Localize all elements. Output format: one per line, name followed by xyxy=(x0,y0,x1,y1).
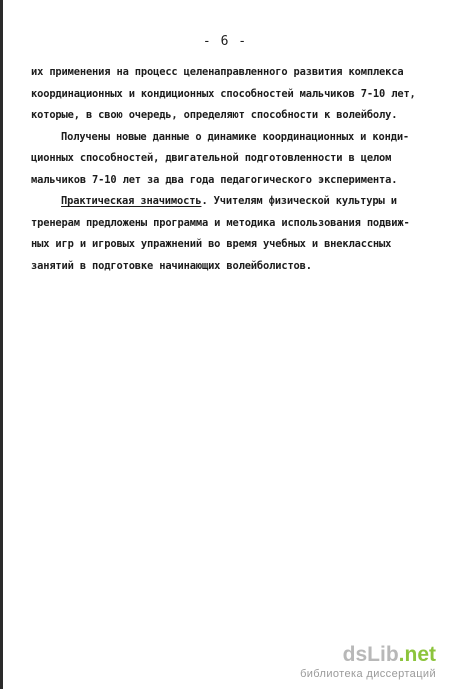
text-line-8: тренерам предложены программа и методика использования подвиж- xyxy=(31,217,410,229)
text-line-3: которые, в свою очередь, определяют способности к волейболу. xyxy=(31,109,398,121)
text-line-9: ных игр и игровых упражнений во время учебных и внеклассных xyxy=(31,238,392,250)
text-line-10: занятий в подготовке начинающих волейболистов. xyxy=(31,260,312,272)
text-line-6: мальчиков 7-10 лет за два года педагогического эксперимента. xyxy=(31,174,398,186)
dslib-watermark xyxy=(300,643,436,681)
watermark-tagline: библиотека диссертаций xyxy=(300,668,436,680)
dslib-logo: dsLib.net xyxy=(342,643,436,666)
text-line-5: ционных способностей, двигательной подготовленности в целом xyxy=(31,152,392,164)
text-line-4: Получены новые данные о динамике координационных и конди- xyxy=(61,131,410,143)
text-line-2: координационных и кондиционных способностей мальчиков 7-10 лет, xyxy=(31,88,416,100)
page-number: - 6 - xyxy=(202,34,248,49)
page-left-edge xyxy=(0,0,3,689)
text-line-1: их применения на процесс целенаправленного развития комплекса xyxy=(31,66,404,78)
text-line-7 xyxy=(61,195,397,207)
practical-significance-heading: Практическая значимость xyxy=(61,195,202,207)
text-line-7-rest: . Учителям физической культуры и xyxy=(201,195,397,207)
